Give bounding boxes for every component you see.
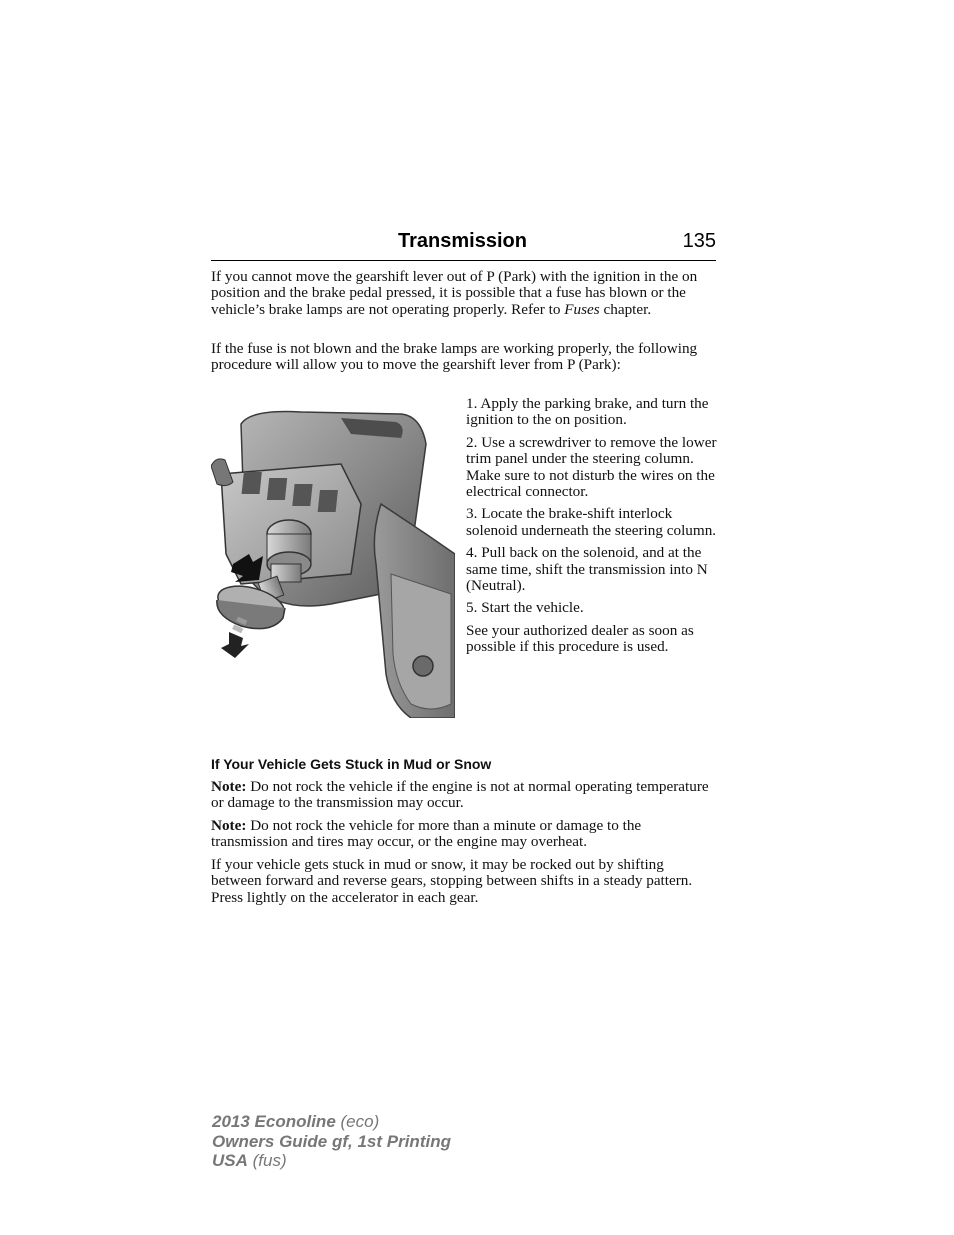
page-number: 135 xyxy=(682,230,716,252)
procedure-step: 1. Apply the parking brake, and turn the ignition to the on position. xyxy=(466,395,709,429)
page-header xyxy=(211,228,716,261)
chapter-title: Transmission xyxy=(398,230,527,252)
footer-line-3 xyxy=(212,1151,451,1171)
footer-line-1 xyxy=(212,1112,451,1132)
procedure-step: 4. Pull back on the solenoid, and at the same time, shift the transmission into N (Neutral). xyxy=(466,544,708,595)
note-label: Note: xyxy=(211,817,247,834)
footer-market-code: (fus) xyxy=(247,1151,287,1170)
footer-market: USA xyxy=(212,1151,248,1170)
dealer-advice: See your authorized dealer as soon as possible if this procedure is used. xyxy=(466,621,694,656)
intro-text: If you cannot move the gearshift lever out of P (Park) with the ignition in the on position and the brake pedal pressed, it is possible that a fuse has blown or the vehicle’s brake lamps are not operating properly. Refer to xyxy=(211,268,698,318)
fuses-reference: Fuses xyxy=(564,300,600,318)
note-paragraph-1 xyxy=(211,779,716,812)
section-heading: If Your Vehicle Gets Stuck in Mud or Snow xyxy=(211,756,492,772)
note-text: Do not rock the vehicle if the engine is not at normal operating temperature or damage to the transmission may occur. xyxy=(211,778,709,812)
footer-model: 2013 Econoline xyxy=(212,1112,336,1131)
note-label: Note: xyxy=(211,778,247,795)
mud-paragraph: If your vehicle gets stuck in mud or snow, it may be rocked out by shifting between forward and reverse gears, stopping between shifts in a steady pattern. Press lightly on the accelerator in each gear. xyxy=(211,856,693,906)
intro-paragraph-2: If the fuse is not blown and the brake lamps are working properly, the following procedure will allow you to move the gearshift lever from P (Park): xyxy=(211,340,698,374)
solenoid-illustration xyxy=(211,404,455,718)
note-text: Do not rock the vehicle for more than a minute or damage to the transmission and tires may occur, or the engine may overheat. xyxy=(211,817,642,851)
intro-paragraph-1 xyxy=(211,269,716,318)
note-paragraph-2 xyxy=(211,818,716,851)
footer-model-code: (eco) xyxy=(335,1112,380,1131)
procedure-step: 3. Locate the brake-shift interlock solenoid underneath the steering column. xyxy=(466,505,717,539)
procedure-step: 2. Use a screwdriver to remove the lower trim panel under the steering column. Make sure to not disturb the wires on the electrical connector. xyxy=(466,433,717,501)
page-footer xyxy=(212,1112,451,1171)
footer-line-2 xyxy=(212,1132,451,1152)
intro-text-end: chapter. xyxy=(599,300,652,318)
footer-edition: Owners Guide gf, 1st Printing xyxy=(212,1131,451,1151)
procedure-step: 5. Start the vehicle. xyxy=(466,599,584,617)
procedure-steps xyxy=(466,396,718,662)
